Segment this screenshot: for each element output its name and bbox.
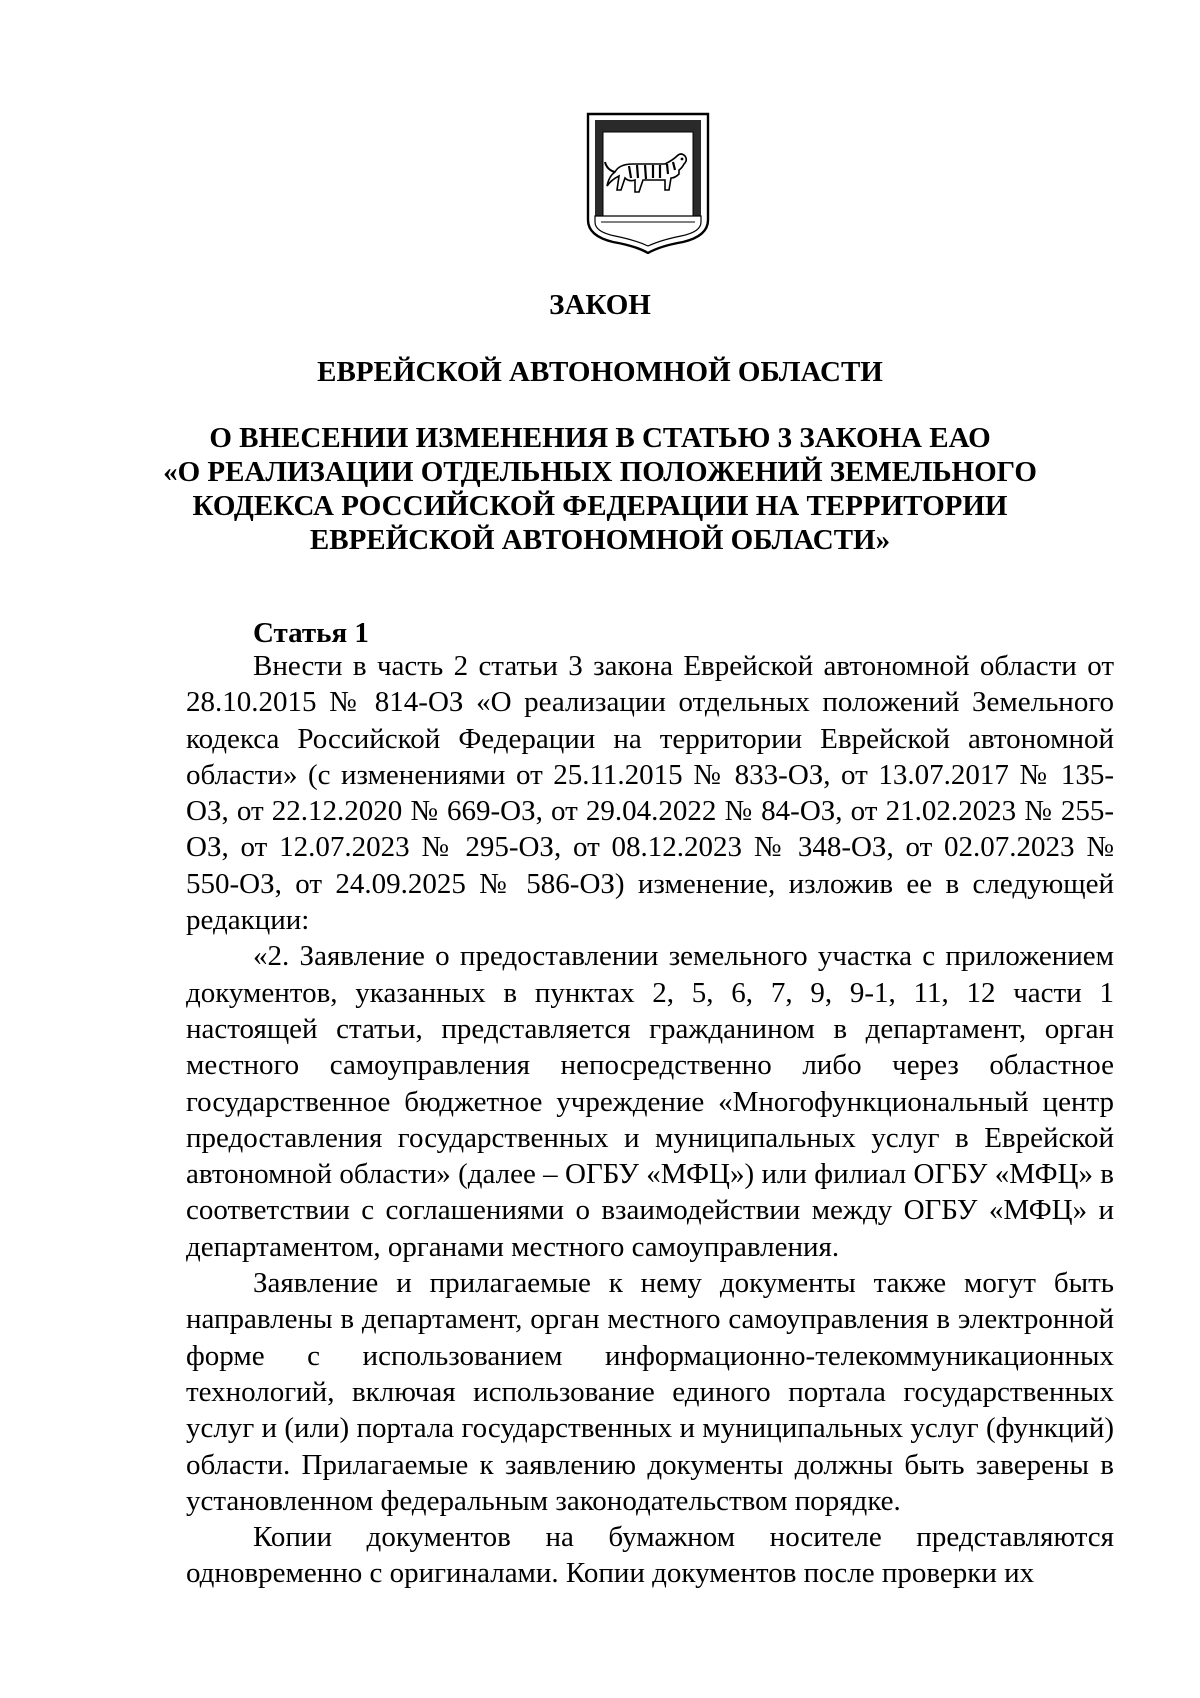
subject-line: «О РЕАЛИЗАЦИИ ОТДЕЛЬНЫХ ПОЛОЖЕНИЙ ЗЕМЕЛЬНОГО xyxy=(163,456,1037,488)
article-heading: Статья 1 xyxy=(253,617,369,649)
paragraph: Копии документов на бумажном носителе представляются одновременно с оригиналами. Копии документов после проверки их xyxy=(186,1521,1114,1590)
coat-of-arms-tiger-icon xyxy=(585,112,711,254)
paragraph: Заявление и прилагаемые к нему документы также могут быть направлены в департамент, орган местного самоуправления в электронной форме с использованием информационно-телекоммуникационных технологий, включая использование единого портала государственных услуг и (или) портала государственных и муниципальных услуг (функций) области. Прилагаемые к заявлению документы должны быть заверены в установленном федеральным законодательством порядке. xyxy=(186,1267,1114,1517)
subject-line: ЕВРЕЙСКОЙ АВТОНОМНОЙ ОБЛАСТИ» xyxy=(309,524,891,556)
paragraph: «2. Заявление о предоставлении земельного участка с приложением документов, указанных в пунктах 2, 5, 6, 7, 9, 9-1, 11, 12 части 1 настоящей статьи, представляется гражданином в департамент, орган местного самоуправления непосредственно либо через областное государственное бюджетное учреждение «Многофункциональный центр предоставления государственных и муниципальных услуг в Еврейской автономной области» (далее – ОГБУ «МФЦ») или филиал ОГБУ «МФЦ» в соответствии с соглашениями о взаимодействии между ОГБУ «МФЦ» и департаментом, органами местного самоуправления. xyxy=(186,940,1114,1263)
law-word-heading: ЗАКОН xyxy=(549,289,651,321)
coat-of-arms-emblem xyxy=(585,112,711,254)
region-heading: ЕВРЕЙСКОЙ АВТОНОМНОЙ ОБЛАСТИ xyxy=(317,356,883,388)
law-subject-heading xyxy=(0,421,1200,557)
subject-line: КОДЕКСА РОССИЙСКОЙ ФЕДЕРАЦИИ НА ТЕРРИТОРИИ xyxy=(192,490,1008,522)
subject-line: О ВНЕСЕНИИ ИЗМЕНЕНИЯ В СТАТЬЮ 3 ЗАКОНА ЕАО xyxy=(209,422,991,454)
paragraph: Внести в часть 2 статьи 3 закона Еврейской автономной области от 28.10.2015 № 814-ОЗ «О реализации отдельных положений Земельного кодекса Российской Федерации на территории Еврейской автономной области» (с изменениями от 25.11.2015 № 833-ОЗ, от 13.07.2017 № 135-ОЗ, от 22.12.2020 № 669-ОЗ, от 29.04.2022 № 84-ОЗ, от 21.02.2023 № 255-ОЗ, от 12.07.2023 № 295-ОЗ, от 08.12.2023 № 348-ОЗ, от 02.07.2023 № 550-ОЗ, от 24.09.2025 № 586-ОЗ) изменение, изложив ее в следующей редакции: xyxy=(186,650,1114,937)
article-body xyxy=(186,648,1114,1592)
